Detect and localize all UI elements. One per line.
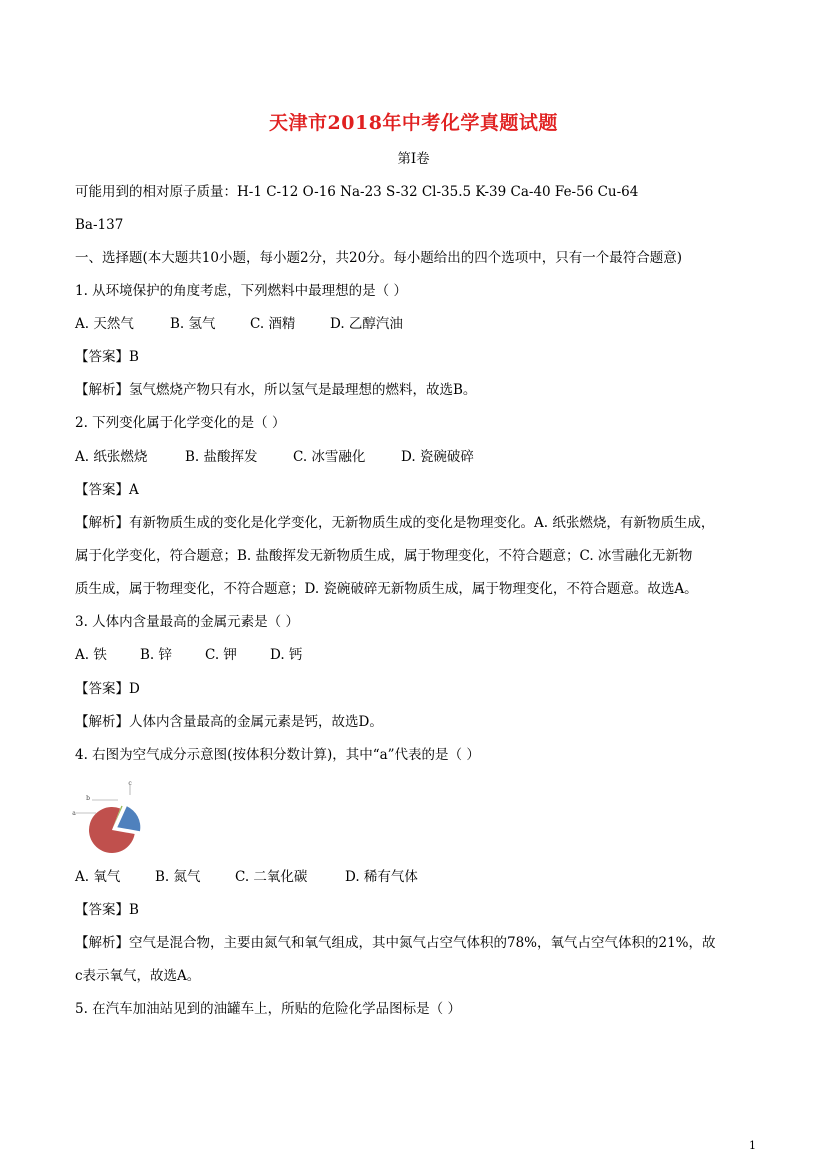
q2-analysis-1: 【解析】有新物质生成的变化是化学变化，无新物质生成的变化是物理变化。A. 纸张燃烧，有新物质生成， bbox=[75, 515, 715, 531]
q1-option-d: D. 乙醇汽油 bbox=[330, 316, 403, 332]
q4-stem: 4. 右图为空气成分示意图(按体积分数计算)，其中“a”代表的是（ ） bbox=[75, 747, 480, 763]
q1-option-b: B. 氢气 bbox=[170, 316, 216, 332]
q2-options bbox=[75, 448, 474, 466]
q4-option-d: D. 稀有气体 bbox=[345, 869, 418, 885]
q3-options bbox=[75, 646, 302, 664]
q3-option-d: D. 钙 bbox=[270, 647, 303, 663]
q2-stem: 2. 下列变化属于化学变化的是（ ） bbox=[75, 415, 286, 431]
q5-stem: 5. 在汽车加油站见到的油罐车上，所贴的危险化学品图标是（ ） bbox=[75, 1001, 461, 1017]
q2-analysis-3: 质生成，属于物理变化，不符合题意；D. 瓷碗破碎无新物质生成，属于物理变化，不符合题意。故选A。 bbox=[75, 581, 698, 597]
atomic-masses-line-1: 可能用到的相对原子质量：H-1 C-12 O-16 Na-23 S-32 Cl-35.5 K-39 Ca-40 Fe-56 Cu-64 bbox=[75, 184, 639, 200]
q1-stem: 1. 从环境保护的角度考虑，下列燃料中最理想的是（ ） bbox=[75, 283, 407, 299]
q2-option-d: D. 瓷碗破碎 bbox=[401, 449, 474, 465]
q4-option-b: B. 氮气 bbox=[155, 869, 201, 885]
part-heading: 一、选择题(本大题共10小题，每小题2分，共20分。每小题给出的四个选项中，只有一个最符合题意) bbox=[75, 250, 682, 266]
q4-option-c: C. 二氧化碳 bbox=[235, 869, 308, 885]
q3-answer: 【答案】D bbox=[75, 681, 140, 697]
q3-stem: 3. 人体内含量最高的金属元素是（ ） bbox=[75, 614, 299, 630]
q3-option-b: B. 锌 bbox=[140, 647, 173, 663]
q2-option-c: C. 冰雪融化 bbox=[293, 449, 366, 465]
q1-answer: 【答案】B bbox=[75, 349, 139, 365]
q4-analysis-1: 【解析】空气是混合物，主要由氮气和氧气组成，其中氮气占空气体积的78%，氧气占空气体积的21%，故 bbox=[75, 935, 716, 951]
page-title: 天津市2018年中考化学真题试题 bbox=[269, 112, 558, 134]
q1-analysis: 【解析】氢气燃烧产物只有水，所以氢气是最理想的燃料，故选B。 bbox=[75, 382, 477, 398]
q4-answer: 【答案】B bbox=[75, 902, 139, 918]
q2-analysis-2: 属于化学变化，符合题意；B. 盐酸挥发无新物质生成，属于物理变化，不符合题意；C. 冰雪融化无新物 bbox=[75, 548, 693, 564]
pie-label-c: c bbox=[128, 780, 132, 787]
q4-option-a: A. 氧气 bbox=[75, 869, 121, 885]
q1-option-a: A. 天然气 bbox=[75, 316, 134, 332]
q2-option-a: A. 纸张燃烧 bbox=[75, 449, 148, 465]
atomic-masses-line-2: Ba-137 bbox=[75, 217, 124, 233]
pie-label-a: a bbox=[72, 810, 76, 817]
q1-option-c: C. 酒精 bbox=[250, 316, 296, 332]
air-composition-pie-chart bbox=[68, 778, 158, 864]
q4-analysis-2: c表示氧气，故选A。 bbox=[75, 968, 201, 984]
q4-options bbox=[75, 868, 418, 886]
q2-answer: 【答案】A bbox=[75, 482, 139, 498]
page-number: 1 bbox=[749, 1139, 756, 1152]
q1-options bbox=[75, 315, 403, 333]
section-heading: 第Ⅰ卷 bbox=[397, 151, 430, 167]
q3-option-a: A. 铁 bbox=[75, 647, 107, 663]
pie-label-b: b bbox=[86, 795, 90, 802]
q3-option-c: C. 钾 bbox=[205, 647, 237, 663]
q2-option-b: B. 盐酸挥发 bbox=[185, 449, 258, 465]
q3-analysis: 【解析】人体内含量最高的金属元素是钙，故选D。 bbox=[75, 714, 383, 730]
